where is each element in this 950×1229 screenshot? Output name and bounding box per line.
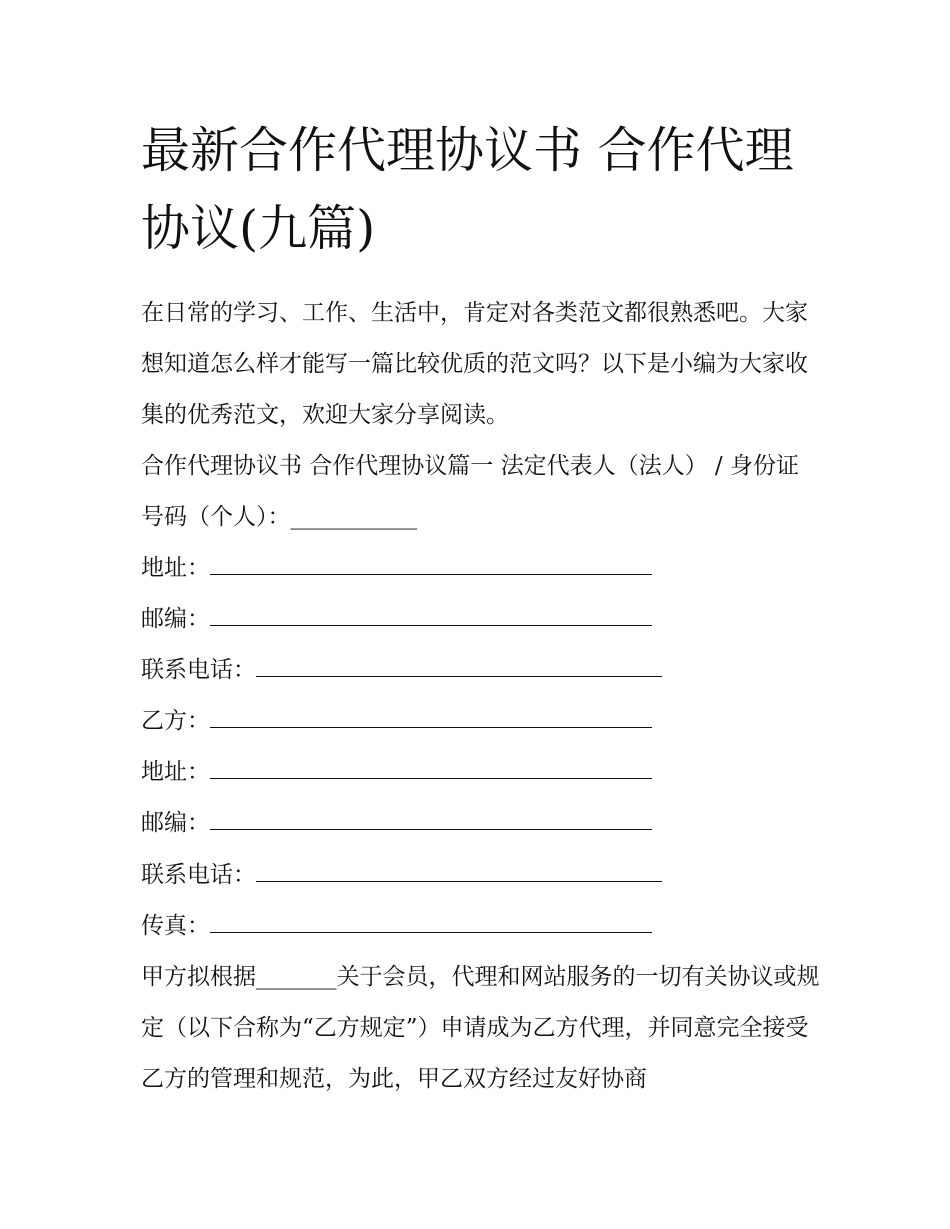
field-label-fax: 传真： — [141, 912, 210, 939]
field-label-postcode-b: 邮编： — [141, 810, 210, 837]
field-blank-fax — [210, 910, 652, 933]
field-blank-phone-b — [256, 859, 662, 882]
field-row-party-b — [141, 696, 821, 747]
id-number-blank: ___________ — [290, 504, 417, 530]
field-label-address: 地址： — [141, 555, 210, 581]
field-row-postcode — [141, 594, 821, 645]
field-blank-postcode — [210, 603, 652, 626]
field-blank-phone — [256, 654, 662, 677]
document-body — [141, 288, 821, 1105]
field-label-party-b: 乙方： — [141, 708, 210, 735]
field-blank-address-b — [210, 757, 652, 780]
field-blank-party-b — [210, 705, 652, 728]
document-title: 最新合作代理协议书 合作代理协议(九篇) — [141, 122, 794, 257]
field-row-fax — [141, 901, 821, 952]
field-row-phone — [141, 645, 821, 696]
field-row-address-b — [141, 747, 821, 798]
agreement-heading-line — [141, 441, 821, 543]
field-label-phone-b: 联系电话： — [141, 861, 256, 888]
field-row-address — [141, 543, 821, 594]
closing-paragraph: 甲方拟根据_______关于会员，代理和网站服务的一切有关协议或规定（以下合称为“乙方规定”）申请成为乙方代理，并同意完全接受乙方的管理和规范，为此，甲乙双方经过友好协商 — [141, 963, 820, 1092]
agreement-heading-text: 合作代理协议书 合作代理协议篇一 法定代表人（法人） / 身份证号码（个人）： — [141, 453, 799, 530]
field-label-address-b: 地址： — [141, 759, 210, 786]
field-label-postcode: 邮编： — [141, 606, 210, 633]
field-label-phone: 联系电话： — [141, 657, 256, 684]
field-blank-address — [210, 552, 652, 575]
field-row-postcode-b — [141, 798, 821, 849]
document-page — [141, 112, 821, 1105]
field-row-phone-b — [141, 850, 821, 901]
intro-paragraph: 在日常的学习、工作、生活中，肯定对各类范文都很熟悉吧。大家想知道怎么样才能写一篇比较优质的范文吗？以下是小编为大家收集的优秀范文，欢迎大家分享阅读。 — [141, 300, 808, 428]
field-blank-postcode-b — [210, 808, 652, 831]
